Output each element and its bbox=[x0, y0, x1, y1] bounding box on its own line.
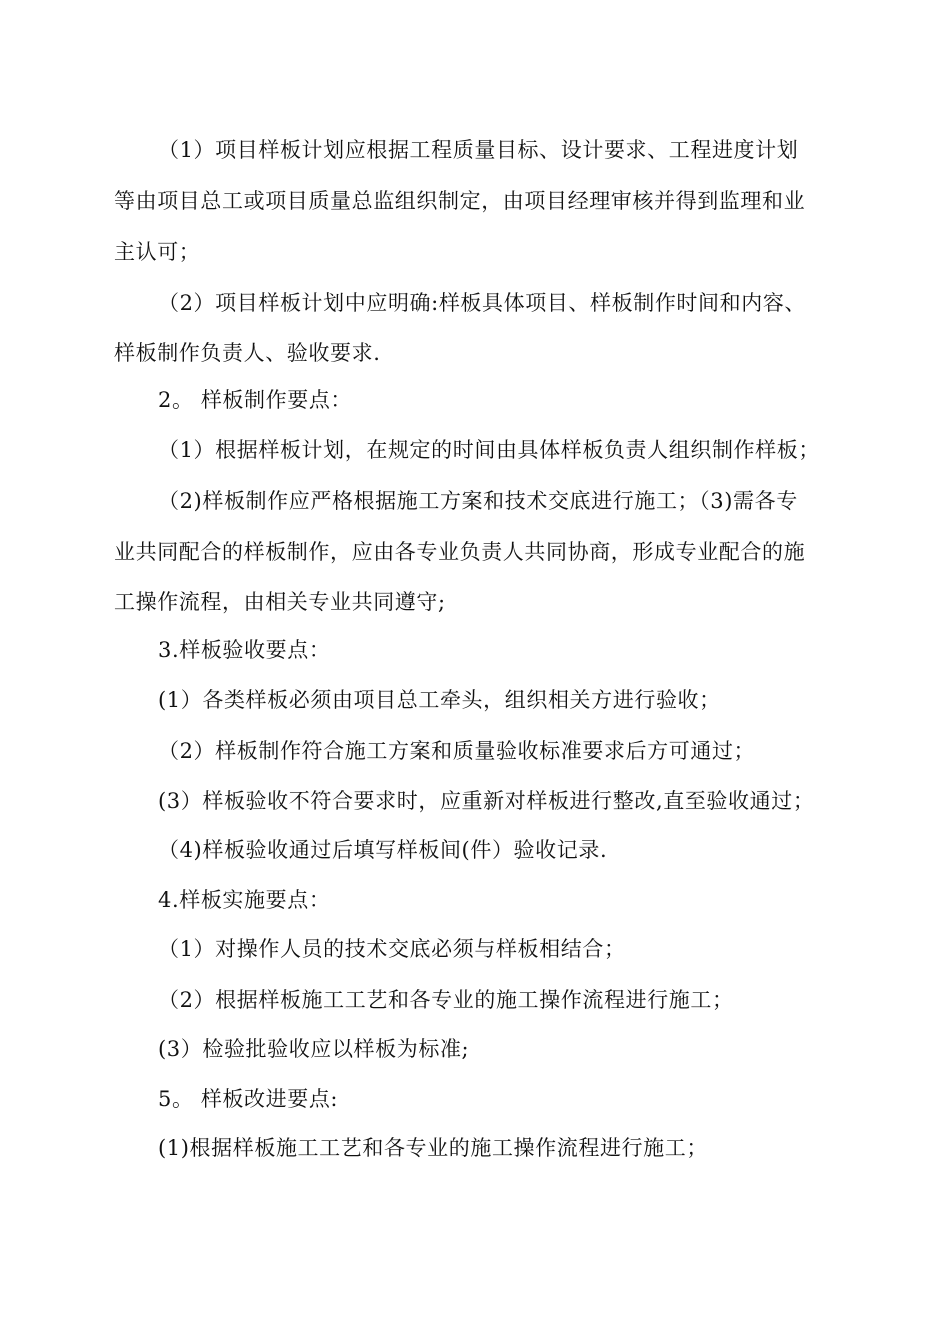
text-line: 样板制作负责人、验收要求. bbox=[114, 341, 381, 365]
text-line: 等由项目总工或项目质量总监组织制定，由项目经理审核并得到监理和业 bbox=[114, 189, 806, 213]
section-heading: 2。 样板制作要点： bbox=[158, 388, 353, 412]
text-line: （2）根据样板施工工艺和各专业的施工操作流程进行施工； bbox=[158, 988, 734, 1012]
text-line: 工操作流程，由相关专业共同遵守; bbox=[114, 590, 446, 614]
text-line: （1）项目样板计划应根据工程质量目标、设计要求、工程进度计划 bbox=[158, 138, 799, 162]
text-line: （1）根据样板计划，在规定的时间由具体样板负责人组织制作样板； bbox=[158, 438, 820, 462]
section-heading: 3.样板验收要点： bbox=[158, 638, 331, 662]
text-line: (3）样板验收不符合要求时，应重新对样板进行整改,直至验收通过； bbox=[158, 789, 815, 813]
text-line: 业共同配合的样板制作，应由各专业负责人共同协商，形成专业配合的施 bbox=[114, 540, 806, 564]
text-line: (3）检验批验收应以样板为标准; bbox=[158, 1037, 470, 1061]
text-line: （2）项目样板计划中应明确:样板具体项目、样板制作时间和内容、 bbox=[158, 291, 807, 315]
section-heading: 5。 样板改进要点: bbox=[158, 1087, 339, 1111]
section-heading: 4.样板实施要点： bbox=[158, 888, 331, 912]
text-line: 主认可； bbox=[114, 240, 201, 264]
text-line: （2)样板制作应严格根据施工方案和技术交底进行施工；（3)需各专 bbox=[158, 489, 798, 513]
text-line: （4)样板验收通过后填写样板间(件）验收记录. bbox=[158, 838, 608, 862]
text-line: （2）样板制作符合施工方案和质量验收标准要求后方可通过； bbox=[158, 739, 756, 763]
text-line: （1）对操作人员的技术交底必须与样板相结合； bbox=[158, 937, 626, 961]
text-line: (1）各类样板必须由项目总工牵头，组织相关方进行验收； bbox=[158, 688, 721, 712]
text-line: (1)根据样板施工工艺和各专业的施工操作流程进行施工； bbox=[158, 1136, 708, 1160]
